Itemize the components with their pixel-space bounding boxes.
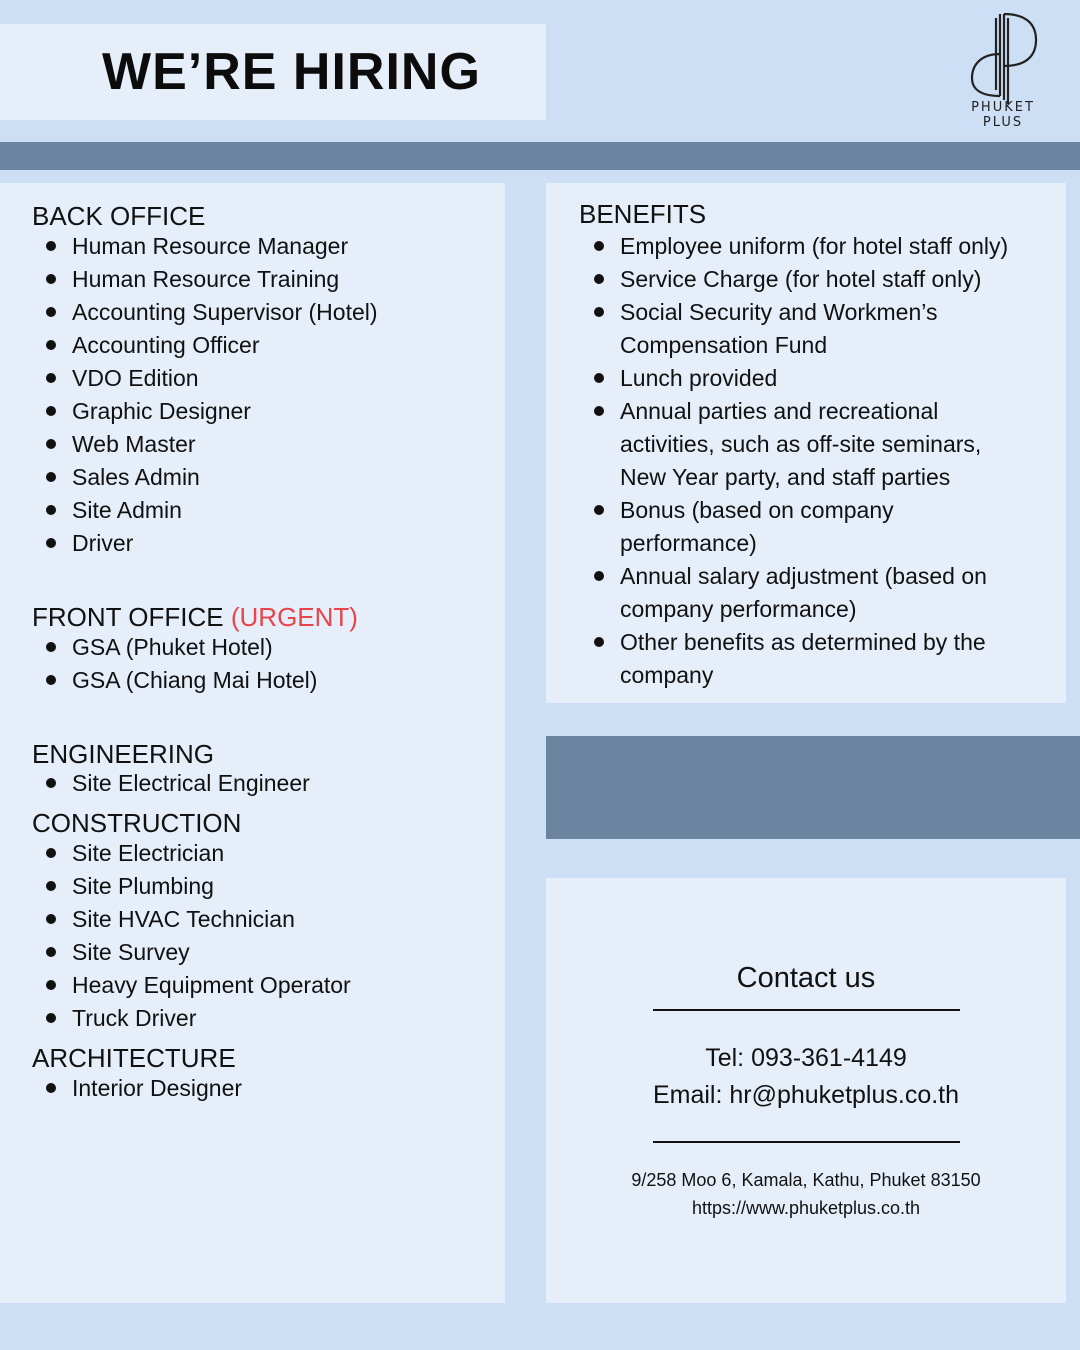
list-item: Employee uniform (for hotel staff only) bbox=[580, 230, 1020, 263]
decorative-band bbox=[546, 736, 1080, 839]
section-heading-engineering: ENGINEERING bbox=[32, 739, 215, 769]
front-office-list bbox=[32, 631, 317, 697]
list-item: Interior Designer bbox=[32, 1072, 242, 1105]
list-item: Accounting Officer bbox=[32, 329, 378, 362]
back-office-list bbox=[32, 230, 378, 560]
logo-text-plus: PLUS bbox=[982, 115, 1024, 130]
list-item: Truck Driver bbox=[32, 1002, 351, 1035]
list-item: Social Security and Workmen’s Compensation Fund bbox=[580, 296, 1020, 362]
section-heading-front-office bbox=[32, 602, 358, 633]
list-item: Heavy Equipment Operator bbox=[32, 969, 351, 1002]
list-item: Site Survey bbox=[32, 936, 351, 969]
list-item: Site Plumbing bbox=[32, 870, 351, 903]
list-item: GSA (Phuket Hotel) bbox=[32, 631, 317, 664]
list-item: GSA (Chiang Mai Hotel) bbox=[32, 664, 317, 697]
list-item: Annual parties and recreational activities, such as off-site seminars, New Year party, and staff parties bbox=[580, 395, 1020, 494]
page-title: WE’RE HIRING bbox=[102, 43, 481, 101]
contact-email[interactable]: Email: hr@phuketplus.co.th bbox=[652, 1081, 960, 1109]
contact-title: Contact us bbox=[736, 962, 876, 994]
contact-website-link[interactable]: https://www.phuketplus.co.th bbox=[691, 1198, 921, 1218]
divider bbox=[653, 1009, 960, 1011]
list-item: Sales Admin bbox=[32, 461, 378, 494]
list-item: Human Resource Manager bbox=[32, 230, 378, 263]
list-item: Driver bbox=[32, 527, 378, 560]
list-item: Other benefits as determined by the company bbox=[580, 626, 1020, 692]
front-office-label: FRONT OFFICE bbox=[32, 602, 224, 632]
list-item: VDO Edition bbox=[32, 362, 378, 395]
section-heading-benefits: BENEFITS bbox=[579, 199, 707, 229]
divider bbox=[653, 1141, 960, 1143]
urgent-tag: (URGENT) bbox=[230, 602, 358, 632]
architecture-list bbox=[32, 1072, 242, 1105]
list-item: Annual salary adjustment (based on company performance) bbox=[580, 560, 1020, 626]
list-item: Human Resource Training bbox=[32, 263, 378, 296]
list-item: Accounting Supervisor (Hotel) bbox=[32, 296, 378, 329]
construction-list bbox=[32, 837, 351, 1035]
header-band bbox=[0, 142, 1080, 170]
list-item: Bonus (based on company performance) bbox=[580, 494, 1020, 560]
section-heading-architecture: ARCHITECTURE bbox=[32, 1043, 236, 1073]
list-item: Site HVAC Technician bbox=[32, 903, 351, 936]
list-item: Graphic Designer bbox=[32, 395, 378, 428]
list-item: Lunch provided bbox=[580, 362, 1020, 395]
section-heading-back-office: BACK OFFICE bbox=[32, 201, 206, 231]
list-item: Site Admin bbox=[32, 494, 378, 527]
section-heading-construction: CONSTRUCTION bbox=[32, 808, 242, 838]
contact-address: 9/258 Moo 6, Kamala, Kathu, Phuket 83150 bbox=[631, 1170, 981, 1190]
list-item: Service Charge (for hotel staff only) bbox=[580, 263, 1020, 296]
list-item: Web Master bbox=[32, 428, 378, 461]
contact-phone: Tel: 093-361-4149 bbox=[705, 1044, 907, 1072]
list-item: Site Electrician bbox=[32, 837, 351, 870]
benefits-list bbox=[580, 230, 1020, 692]
engineering-list bbox=[32, 767, 310, 800]
logo-text-phuket: PHUKET bbox=[971, 100, 1035, 115]
list-item: Site Electrical Engineer bbox=[32, 767, 310, 800]
